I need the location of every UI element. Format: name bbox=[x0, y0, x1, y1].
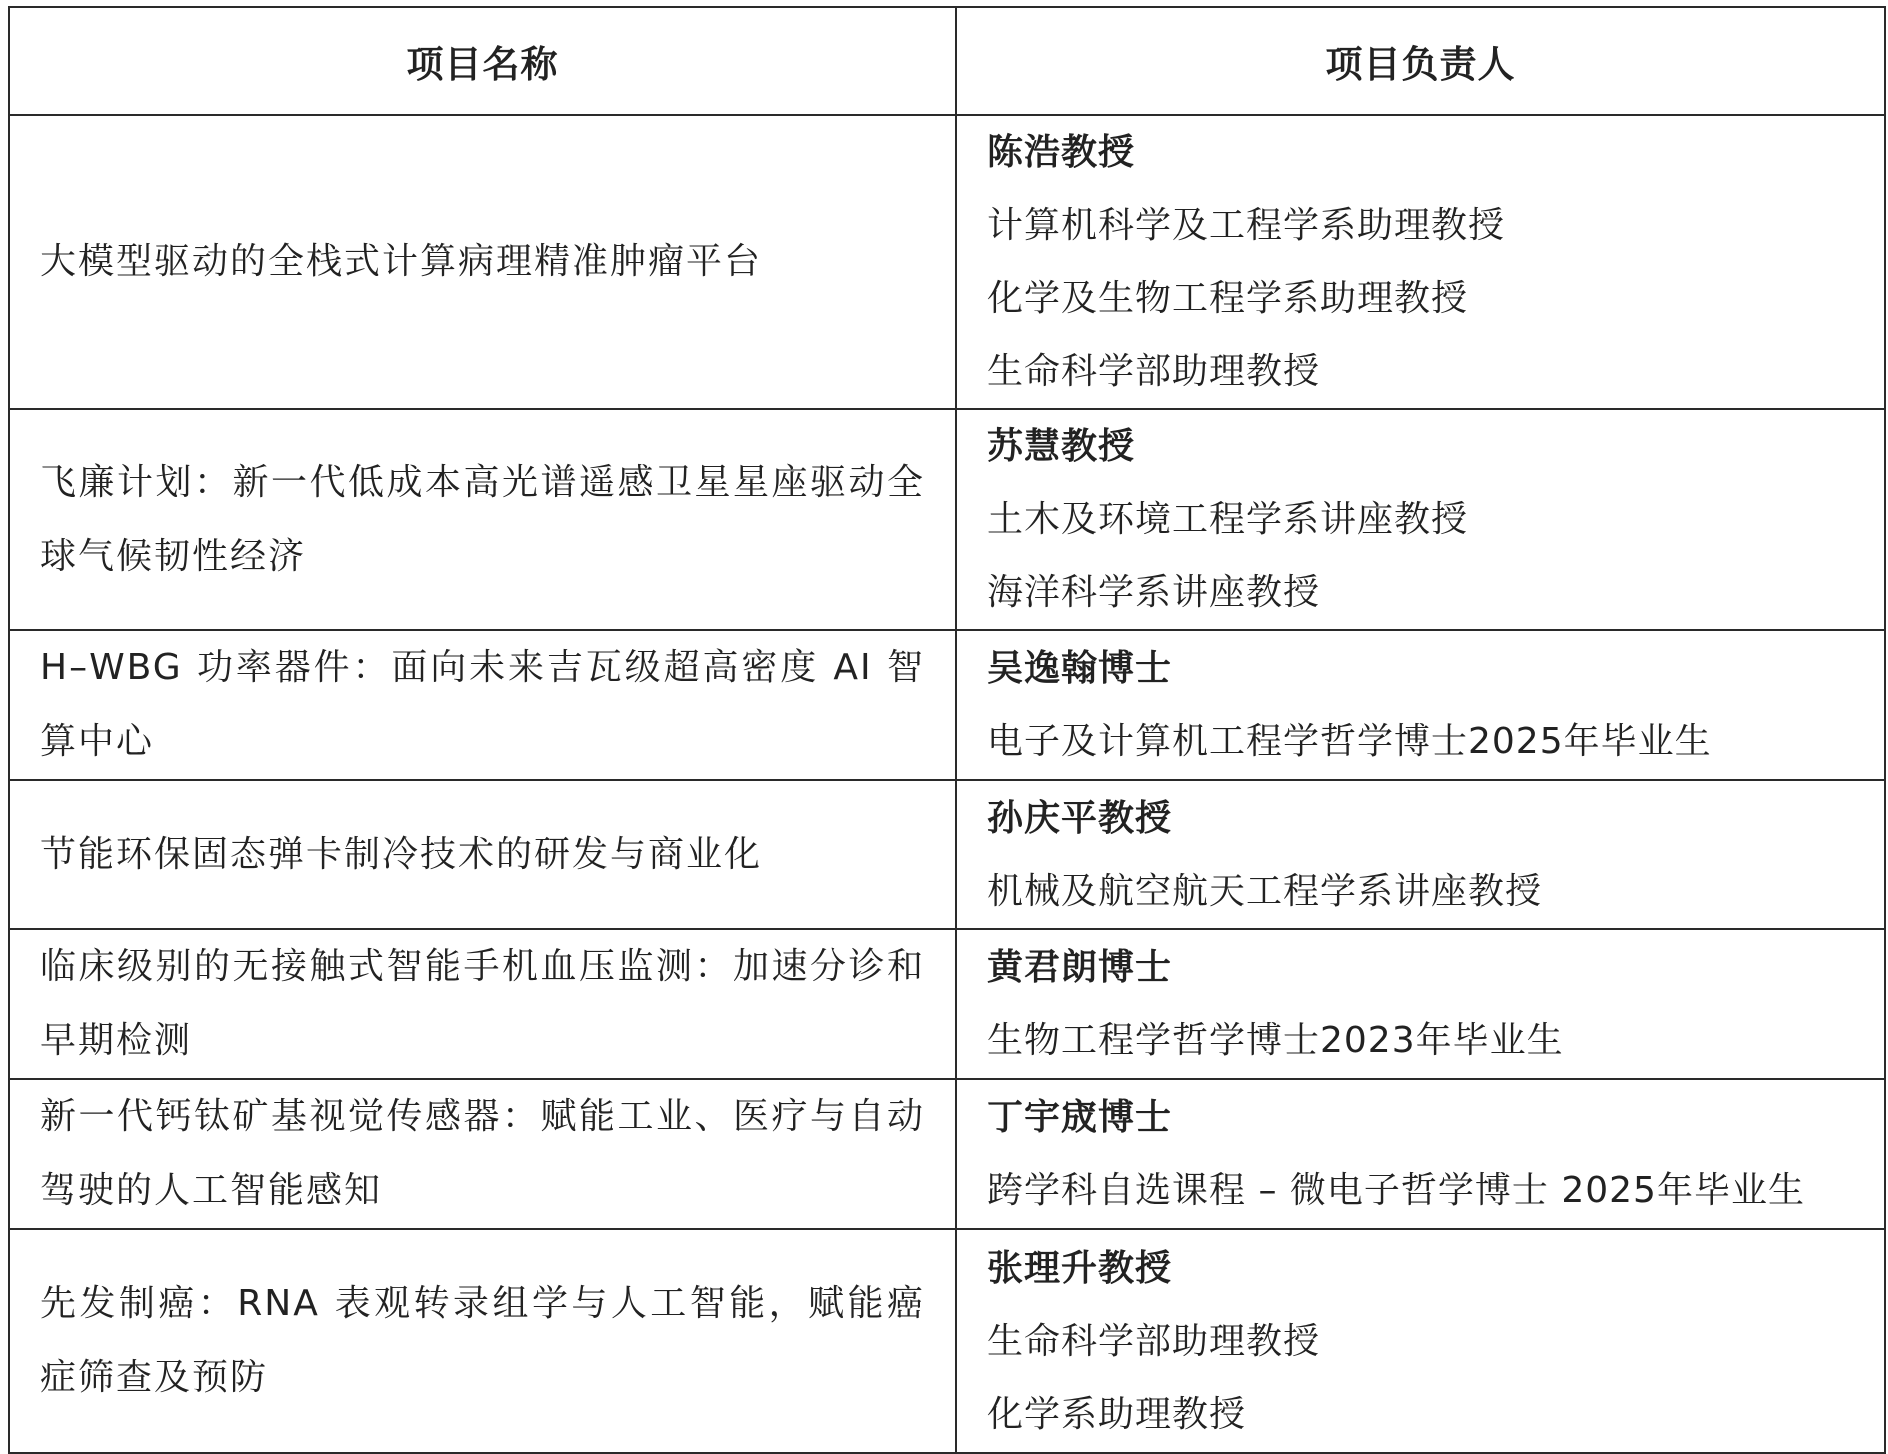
lead-name: 张理升教授 bbox=[987, 1247, 1173, 1289]
project-lead-cell bbox=[956, 929, 1885, 1079]
project-lead-cell bbox=[956, 780, 1885, 929]
table-row bbox=[9, 630, 1885, 780]
lead-title: 生命科学部助理教授 bbox=[987, 1320, 1321, 1362]
lead-title: 土木及环境工程学系讲座教授 bbox=[987, 499, 1469, 540]
project-lead-cell bbox=[956, 1229, 1885, 1453]
lead-title: 化学及生物工程学系助理教授 bbox=[987, 278, 1469, 319]
project-lead-cell bbox=[956, 1079, 1885, 1229]
lead-name: 黄君朗博士 bbox=[987, 947, 1173, 988]
lead-name: 孙庆平教授 bbox=[987, 797, 1173, 839]
lead-name: 陈浩教授 bbox=[987, 132, 1136, 173]
lead-title: 跨学科自选课程 – 微电子哲学博士 2025年毕业生 bbox=[987, 1170, 1805, 1211]
table-row bbox=[9, 1079, 1885, 1229]
lead-name: 吴逸翰博士 bbox=[987, 648, 1173, 689]
project-lead-cell bbox=[956, 115, 1885, 409]
projects-table bbox=[8, 6, 1886, 1454]
table-row bbox=[9, 929, 1885, 1079]
project-name-cell: 新一代钙钛矿基视觉传感器：赋能工业、医疗与自动驾驶的人工智能感知 bbox=[9, 1079, 956, 1229]
lead-title: 生命科学部助理教授 bbox=[987, 351, 1321, 392]
table-row bbox=[9, 780, 1885, 929]
lead-name: 丁宇宬博士 bbox=[987, 1097, 1173, 1138]
project-name-cell: H–WBG 功率器件：面向未来吉瓦级超高密度 AI 智算中心 bbox=[9, 630, 956, 780]
header-project-name: 项目名称 bbox=[9, 7, 956, 115]
lead-name: 苏慧教授 bbox=[987, 426, 1136, 467]
table-row bbox=[9, 409, 1885, 630]
table-row bbox=[9, 1229, 1885, 1453]
lead-title: 机械及航空航天工程学系讲座教授 bbox=[987, 870, 1543, 912]
lead-title: 海洋科学系讲座教授 bbox=[987, 572, 1321, 613]
project-lead-cell bbox=[956, 409, 1885, 630]
project-name-cell: 大模型驱动的全栈式计算病理精准肿瘤平台 bbox=[9, 115, 956, 409]
lead-title: 化学系助理教授 bbox=[987, 1393, 1247, 1435]
project-name-cell: 先发制癌：RNA 表观转录组学与人工智能，赋能癌症筛查及预防 bbox=[9, 1229, 956, 1453]
table-row bbox=[9, 115, 1885, 409]
project-name-cell: 临床级别的无接触式智能手机血压监测：加速分诊和早期检测 bbox=[9, 929, 956, 1079]
lead-title: 电子及计算机工程学哲学博士2025年毕业生 bbox=[987, 721, 1712, 762]
table-header-row bbox=[9, 7, 1885, 115]
project-name-cell: 节能环保固态弹卡制冷技术的研发与商业化 bbox=[9, 780, 956, 929]
project-lead-cell bbox=[956, 630, 1885, 780]
lead-title: 生物工程学哲学博士2023年毕业生 bbox=[987, 1020, 1564, 1061]
project-name-cell: 飞廉计划：新一代低成本高光谱遥感卫星星座驱动全球气候韧性经济 bbox=[9, 409, 956, 630]
lead-title: 计算机科学及工程学系助理教授 bbox=[987, 205, 1506, 246]
header-project-lead: 项目负责人 bbox=[956, 7, 1885, 115]
